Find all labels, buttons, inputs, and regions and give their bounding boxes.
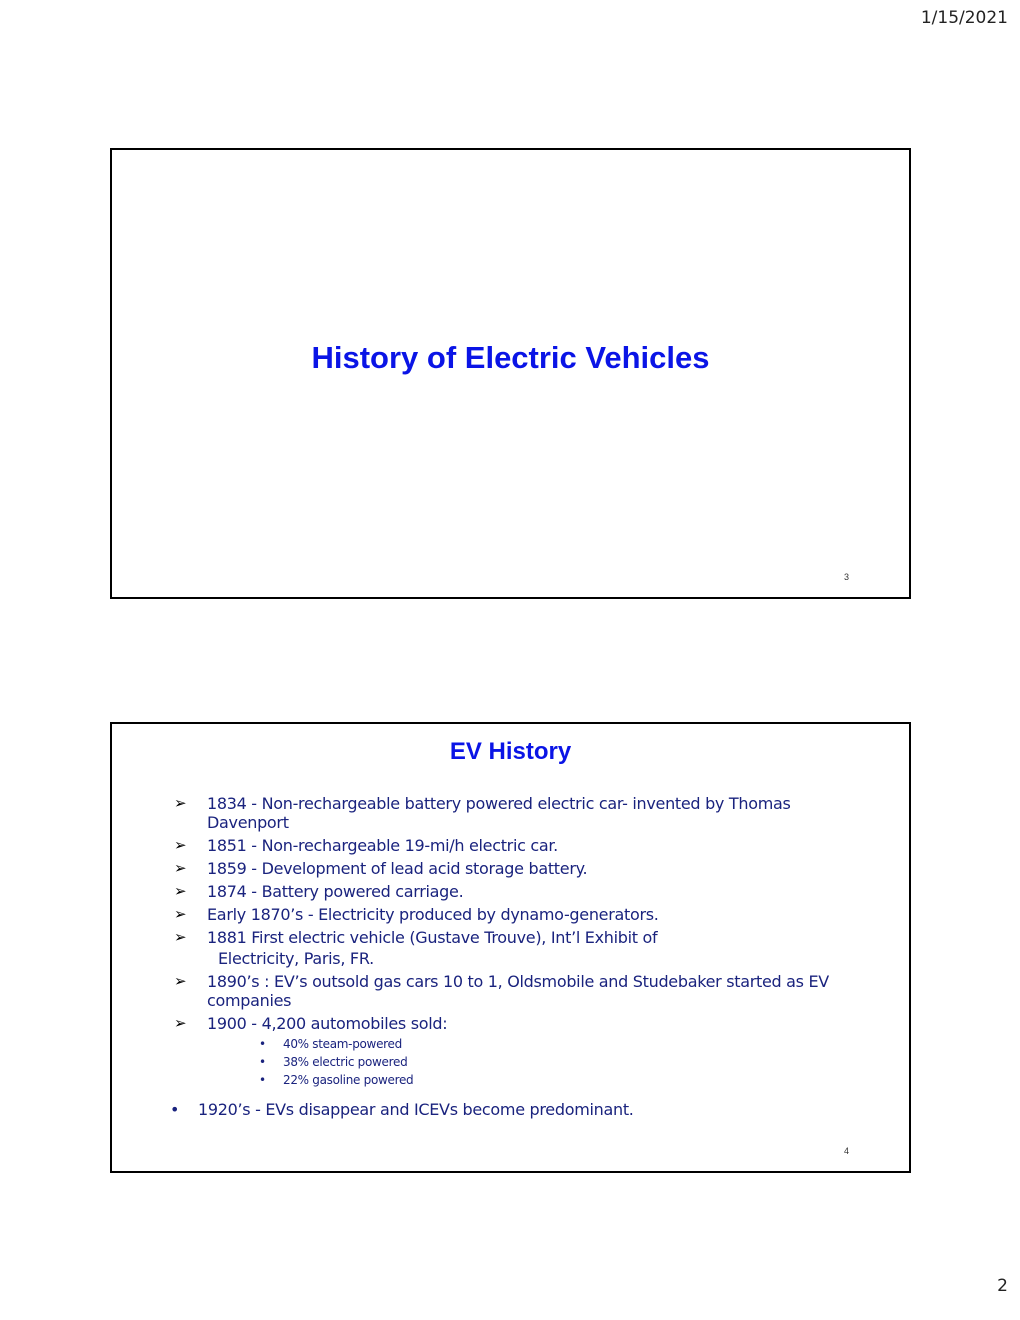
bullet-text: 1920’s - EVs disappear and ICEVs become predominant. <box>197 1100 634 1119</box>
slide-4 <box>110 722 911 1173</box>
slide-number: 4 <box>843 1146 849 1156</box>
slide-3 <box>110 148 911 599</box>
bullet-text: 1851 - Non-rechargeable 19-mi/h electric car. <box>207 836 558 855</box>
sub-bullet-list <box>207 1035 854 1089</box>
bullet-text: 1900 - 4,200 automobiles sold: <box>207 1014 448 1033</box>
slide-title: EV History <box>449 738 572 765</box>
slide-number: 3 <box>843 572 849 582</box>
arrow-bullet-icon: ➢ <box>174 836 187 854</box>
bullet-text: 1874 - Battery powered carriage. <box>207 882 464 901</box>
dot-bullet-icon: • <box>259 1037 266 1051</box>
bullet-text: 1834 - Non-rechargeable battery powered electric car- invented by Thomas Davenport <box>207 794 791 832</box>
dot-bullet-icon: • <box>259 1055 266 1069</box>
page-date: 1/15/2021 <box>920 8 1008 28</box>
sub-bullet-text: 22% gasoline powered <box>283 1073 414 1087</box>
dot-bullet-icon: • <box>170 1100 180 1119</box>
sub-bullet-text: 40% steam-powered <box>283 1037 402 1051</box>
bullet-text: 1890’s : EV’s outsold gas cars 10 to 1, Oldsmobile and Studebaker started as EV companies <box>207 972 829 1010</box>
list-item <box>174 928 854 968</box>
bullet-text: 1859 - Development of lead acid storage battery. <box>207 859 588 878</box>
sub-bullet-text: 38% electric powered <box>283 1055 408 1069</box>
arrow-bullet-icon: ➢ <box>174 1014 187 1032</box>
list-item <box>174 836 854 855</box>
list-item <box>174 859 854 878</box>
bullet-list <box>174 794 854 1093</box>
bullet-text: 1881 First electric vehicle (Gustave Trouve), Int’l Exhibit of <box>207 928 658 947</box>
list-item <box>174 972 854 1010</box>
bullet-continuation: Electricity, Paris, FR. <box>218 949 374 968</box>
arrow-bullet-icon: ➢ <box>174 859 187 877</box>
bullet-text: Early 1870’s - Electricity produced by dynamo-generators. <box>207 905 659 924</box>
slide-title: History of Electric Vehicles <box>311 340 710 375</box>
list-item <box>174 794 854 832</box>
list-item <box>174 1014 854 1089</box>
arrow-bullet-icon: ➢ <box>174 794 187 812</box>
list-item <box>170 1100 634 1119</box>
sub-list-item <box>207 1035 854 1053</box>
arrow-bullet-icon: ➢ <box>174 928 187 946</box>
arrow-bullet-icon: ➢ <box>174 972 187 990</box>
sub-list-item <box>207 1053 854 1071</box>
dot-bullet-icon: • <box>259 1073 266 1087</box>
list-item <box>174 905 854 924</box>
list-item <box>174 882 854 901</box>
arrow-bullet-icon: ➢ <box>174 882 187 900</box>
arrow-bullet-icon: ➢ <box>174 905 187 923</box>
sub-list-item <box>207 1071 854 1089</box>
page-number: 2 <box>997 1276 1008 1296</box>
